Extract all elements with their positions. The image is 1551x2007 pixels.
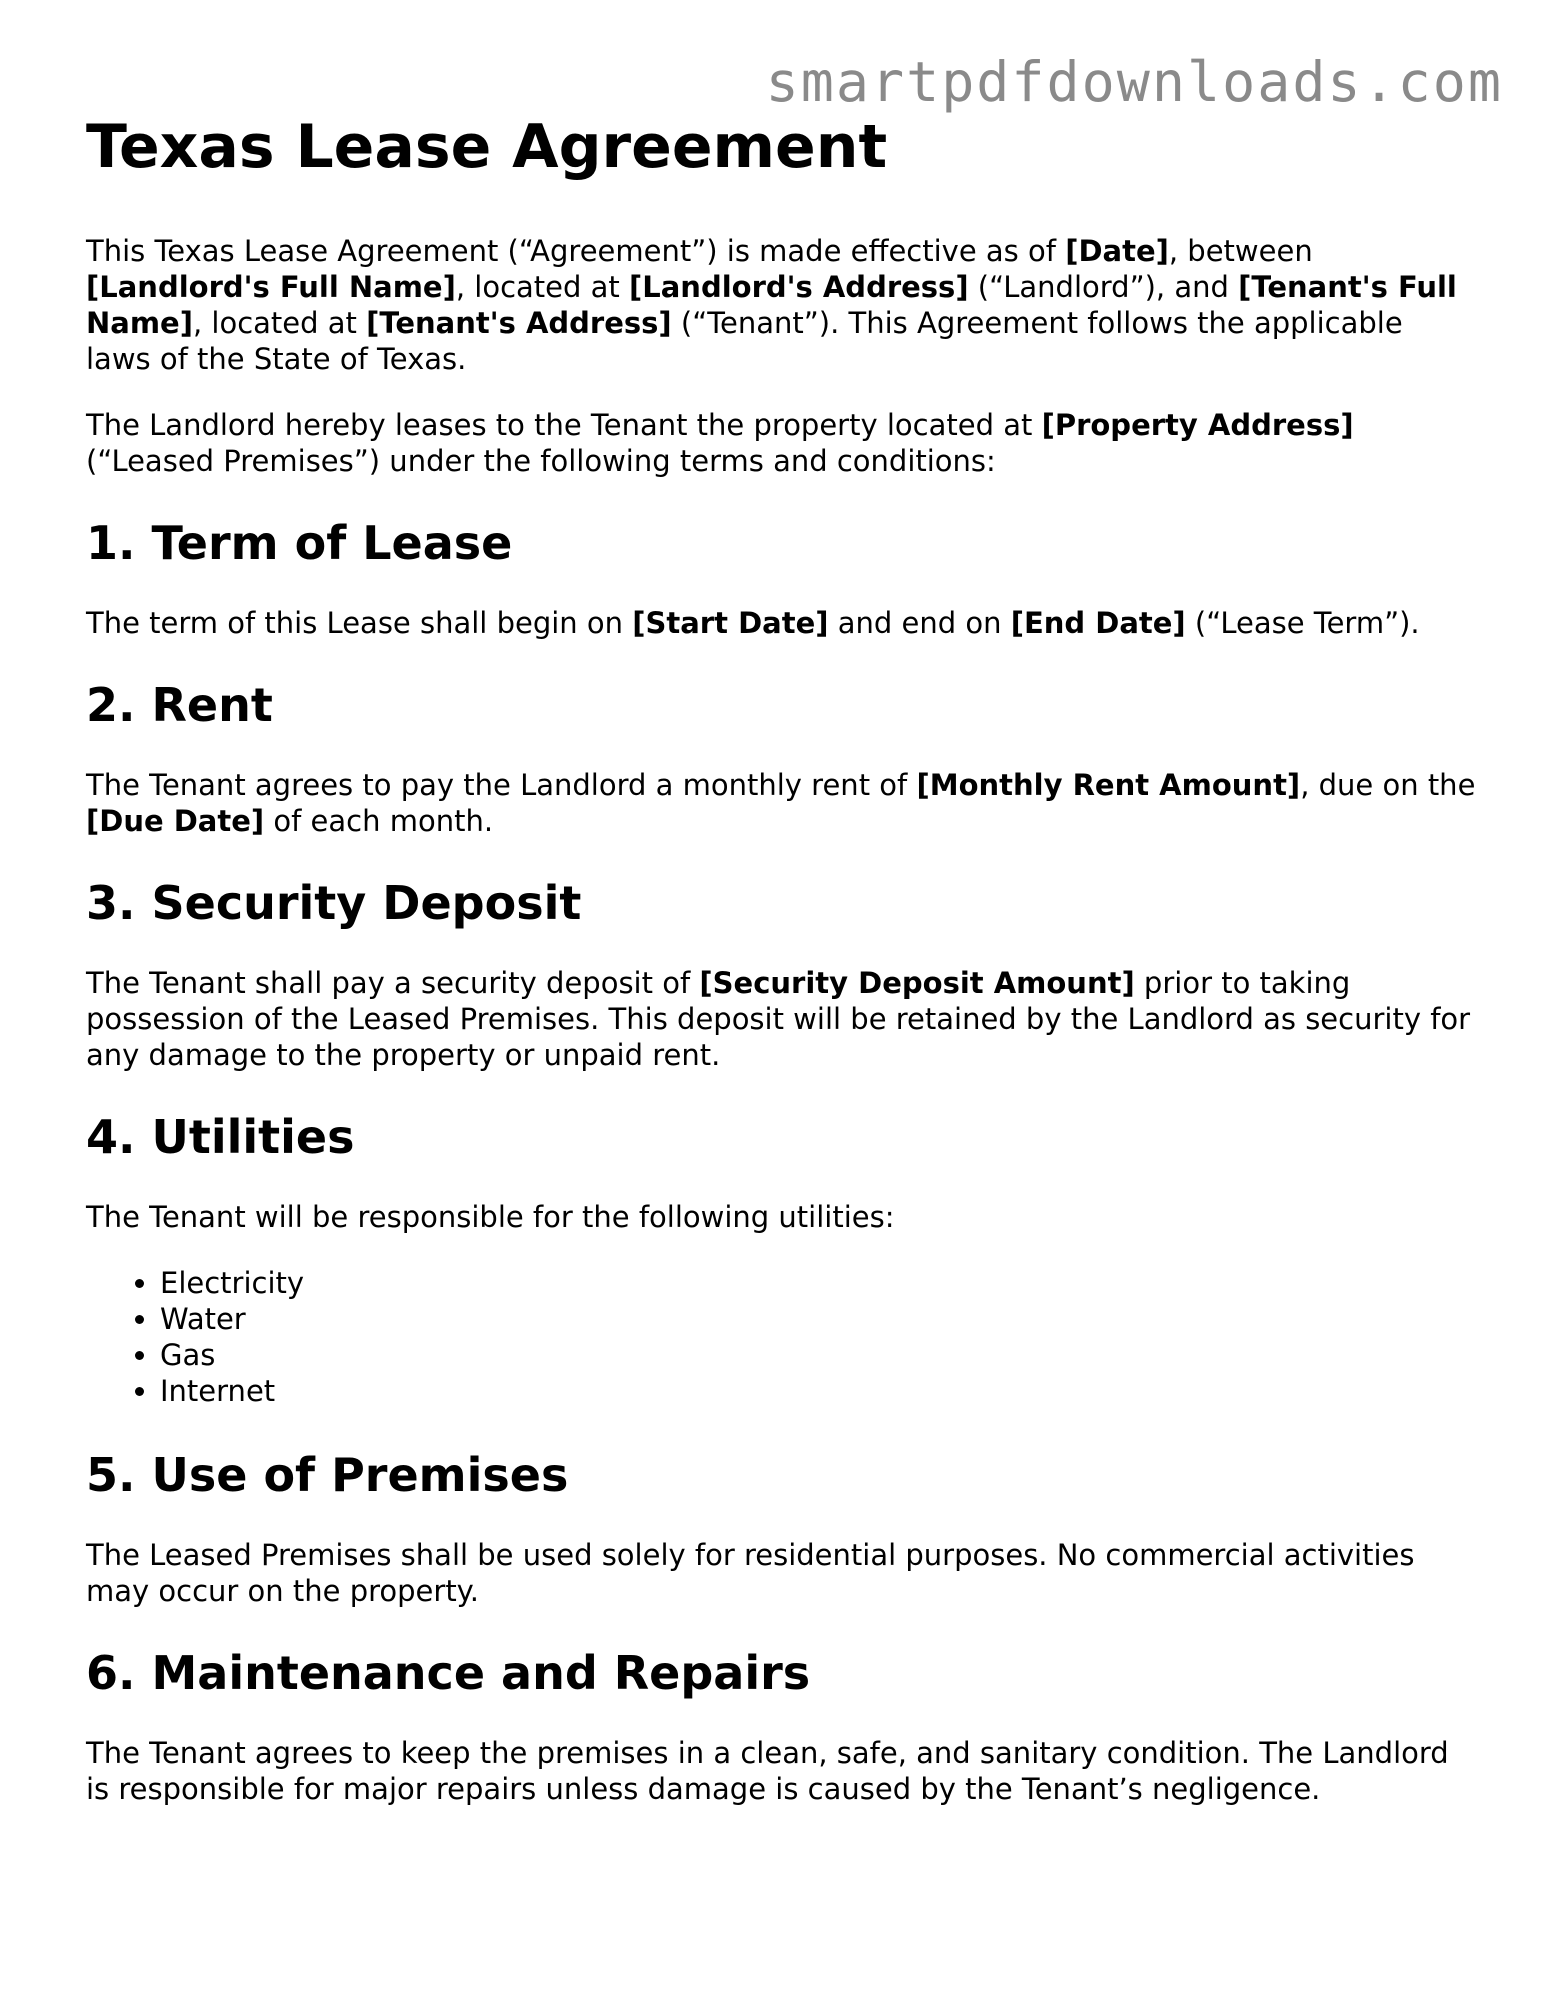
- landlord-address-placeholder: [Landlord's Address]: [629, 270, 969, 304]
- term-text: (“Lease Term”).: [1185, 606, 1420, 640]
- watermark: smartpdfdownloads.com: [765, 50, 1503, 114]
- section-heading-rent: 2. Rent: [86, 678, 273, 732]
- tenant-address-placeholder: [Tenant's Address]: [366, 306, 672, 340]
- end-date-placeholder: [End Date]: [1010, 606, 1186, 640]
- utilities-paragraph: The Tenant will be responsible for the following utilities:: [86, 1200, 895, 1234]
- due-date-placeholder: [Due Date]: [86, 804, 265, 838]
- utilities-list: [86, 1265, 1476, 1409]
- document-content: [86, 105, 1476, 1837]
- deposit-text: prior to taking possession of the Leased Premises. This deposit will be retained by the Landlord as security for any damage to the property or unpaid rent.: [86, 966, 1471, 1072]
- deposit-amount-placeholder: [Security Deposit Amount]: [699, 966, 1135, 1000]
- effective-date-placeholder: [Date]: [1065, 234, 1169, 268]
- premises-paragraph: [86, 407, 1476, 479]
- landlord-name-placeholder: [Landlord's Full Name]: [86, 270, 456, 304]
- section-heading-utilities: 4. Utilities: [86, 1110, 355, 1164]
- intro-text: (“Tenant”). This Agreement follows the applicable laws of the State of Texas.: [86, 306, 1403, 376]
- intro-text: This Texas Lease Agreement (“Agreement”) is made effective as of: [86, 234, 1066, 268]
- start-date-placeholder: [Start Date]: [632, 606, 829, 640]
- intro-paragraph: [86, 233, 1476, 377]
- section-heading-term: 1. Term of Lease: [86, 516, 513, 570]
- term-paragraph: [86, 605, 1476, 641]
- tenant-name-placeholder: [Tenant's Full Name]: [86, 270, 1457, 340]
- document-title: Texas Lease Agreement: [86, 112, 888, 182]
- list-item: • Water: [160, 1301, 1476, 1337]
- rent-text: of each month.: [264, 804, 494, 838]
- section-heading-use: 5. Use of Premises: [86, 1448, 569, 1502]
- list-item: • Internet: [160, 1373, 1476, 1409]
- use-paragraph: The Leased Premises shall be used solely for residential purposes. No commercial activities may occur on the property.: [86, 1538, 1415, 1608]
- term-text: and end on: [828, 606, 1011, 640]
- rent-paragraph: [86, 767, 1476, 839]
- rent-amount-placeholder: [Monthly Rent Amount]: [916, 768, 1301, 802]
- section-heading-deposit: 3. Security Deposit: [86, 876, 582, 930]
- property-address-placeholder: [Property Address]: [1041, 408, 1354, 442]
- premises-text: The Landlord hereby leases to the Tenant the property located at: [86, 408, 1042, 442]
- maintenance-paragraph: The Tenant agrees to keep the premises in a clean, safe, and sanitary condition. The Landlord is responsible for major repairs unless damage is caused by the Tenant’s negligence.: [86, 1736, 1449, 1806]
- intro-text: , located at: [192, 306, 367, 340]
- list-item: • Electricity: [160, 1265, 1476, 1301]
- premises-text: (“Leased Premises”) under the following terms and conditions:: [86, 444, 996, 478]
- rent-text: The Tenant agrees to pay the Landlord a monthly rent of: [86, 768, 917, 802]
- rent-text: , due on the: [1300, 768, 1476, 802]
- intro-text: , located at: [455, 270, 629, 304]
- deposit-text: The Tenant shall pay a security deposit of: [86, 966, 700, 1000]
- intro-text: , between: [1168, 234, 1313, 268]
- term-text: The term of this Lease shall begin on: [86, 606, 633, 640]
- list-item: • Gas: [160, 1337, 1476, 1373]
- deposit-paragraph: [86, 965, 1476, 1073]
- section-heading-maintenance: 6. Maintenance and Repairs: [86, 1646, 811, 1700]
- intro-text: (“Landlord”), and: [968, 270, 1239, 304]
